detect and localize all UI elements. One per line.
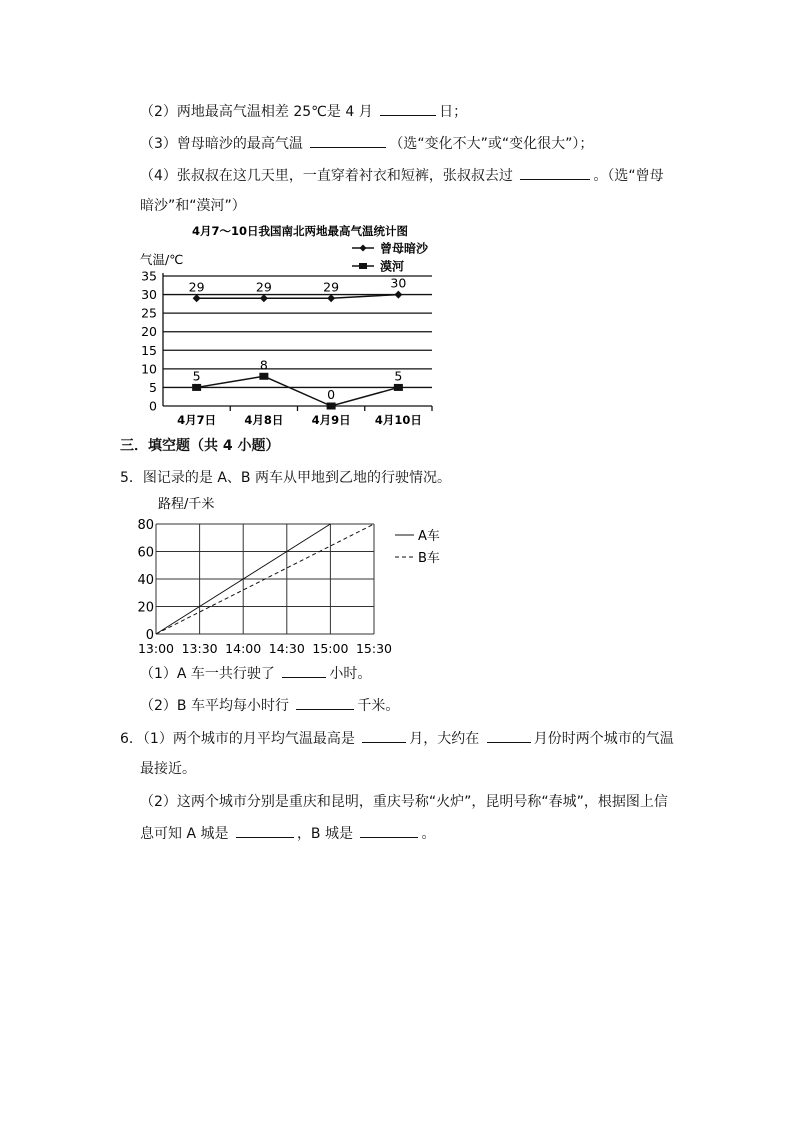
q5-part2-tail: 千米。 xyxy=(357,698,400,714)
x-tick-label: 14:00 xyxy=(225,641,262,656)
q5-part1-tail: 小时。 xyxy=(329,666,372,682)
chart-title: 4月7～10日我国南北两地最高气温统计图 xyxy=(191,224,409,238)
answer-blank[interactable] xyxy=(310,133,386,148)
data-point xyxy=(327,403,336,410)
q4-part3-text: （3）曾母暗沙的最高气温 xyxy=(140,136,308,152)
q6-part1 xyxy=(120,728,674,749)
data-point xyxy=(192,384,201,391)
q4-part3-tail: （选“变化不大”或“变化很大”）； xyxy=(389,136,594,152)
temperature-line-chart xyxy=(130,218,460,432)
legend-label: B车 xyxy=(418,551,440,566)
data-label: 29 xyxy=(323,279,340,295)
answer-blank[interactable] xyxy=(520,165,590,180)
q6-part1-mid: 月，大约在 xyxy=(409,731,484,747)
x-tick-label: 4月9日 xyxy=(311,413,351,427)
q4-part2 xyxy=(140,101,467,122)
y-tick-label: 25 xyxy=(141,305,157,321)
chart-series xyxy=(189,276,407,410)
data-point xyxy=(260,294,268,302)
data-label: 5 xyxy=(394,368,403,384)
q6-part2 xyxy=(140,823,435,844)
x-tick-labels xyxy=(177,413,422,427)
q6-part1-text: 6．（1）两个城市的月平均气温最高是 xyxy=(120,731,360,747)
data-label: 29 xyxy=(188,279,205,295)
x-tick-label: 15:30 xyxy=(355,641,393,656)
series-line-漠河 xyxy=(197,376,399,406)
data-point xyxy=(193,294,201,302)
distance-line-chart xyxy=(130,490,460,660)
answer-blank[interactable] xyxy=(282,663,326,678)
y-tick-label: 10 xyxy=(141,361,157,377)
data-label: 5 xyxy=(192,368,201,384)
q4-part2-text: （2）两地最高气温相差 25℃是 4 月 xyxy=(140,104,378,120)
x-tick-label: 4月7日 xyxy=(177,413,217,427)
data-point xyxy=(394,384,403,391)
legend-marker xyxy=(360,245,367,252)
data-point xyxy=(394,291,402,299)
x-tick-label: 4月10日 xyxy=(374,413,422,427)
answer-blank[interactable] xyxy=(362,728,406,743)
y-axis-label: 路程/千米 xyxy=(158,497,215,512)
answer-blank[interactable] xyxy=(296,695,354,710)
q6-part2-mid: ，B 城是 xyxy=(296,826,358,842)
data-label: 8 xyxy=(259,357,268,373)
q6-part2-line1: （2）这两个城市分别是重庆和昆明，重庆号称“火炉”，昆明号称“春城”，根据图上信 xyxy=(140,794,668,810)
chart-legend xyxy=(352,241,429,274)
legend-label: 曾母暗沙 xyxy=(380,241,429,256)
q5-part2 xyxy=(140,695,399,716)
q4-part3 xyxy=(140,133,593,154)
q5-part1 xyxy=(140,663,371,684)
x-tick-label: 4月8日 xyxy=(244,413,284,427)
q4-part4-tail: 。（选“曾母 xyxy=(593,168,664,184)
data-point xyxy=(259,373,268,380)
y-tick-label: 30 xyxy=(141,287,157,303)
data-label: 0 xyxy=(327,387,336,402)
q6-part1-tail: 月份时两个城市的气温 xyxy=(533,731,674,747)
section-heading: 三．填空题（共 4 小题） xyxy=(120,438,280,454)
answer-blank[interactable] xyxy=(236,823,294,838)
q4-part4-line2: 暗沙”和“漠河”） xyxy=(140,198,246,214)
y-axis-label: 气温/℃ xyxy=(140,252,184,267)
y-tick-label: 0 xyxy=(149,398,157,414)
q5-part1-text: （1）A 车一共行驶了 xyxy=(140,666,280,682)
y-tick-label: 60 xyxy=(137,545,154,561)
answer-blank[interactable] xyxy=(360,823,418,838)
x-tick-label: 13:00 xyxy=(137,641,175,656)
data-label: 29 xyxy=(255,279,272,295)
q5-stem: 5．图记录的是 A、B 两车从甲地到乙地的行驶情况。 xyxy=(120,470,451,486)
y-tick-labels xyxy=(141,269,157,414)
legend-label: 漠河 xyxy=(380,259,405,274)
y-tick-label: 20 xyxy=(141,324,157,340)
y-tick-label: 5 xyxy=(149,379,157,395)
legend-label: A车 xyxy=(418,529,440,544)
x-tick-label: 15:00 xyxy=(312,641,349,656)
q5-part2-text: （2）B 车平均每小时行 xyxy=(140,698,294,714)
x-tick-labels xyxy=(138,641,392,656)
data-label: 30 xyxy=(390,275,407,291)
q6-part1-line2: 最接近。 xyxy=(140,761,196,777)
q4-part2-tail: 日； xyxy=(439,104,468,120)
answer-blank[interactable] xyxy=(487,728,531,743)
y-tick-label: 15 xyxy=(141,342,157,358)
legend-marker xyxy=(359,263,367,269)
q6-part2-tail: 。 xyxy=(421,826,436,842)
q4-part4-text: （4）张叔叔在这几天里，一直穿着衬衣和短裤，张叔叔去过 xyxy=(140,168,518,184)
data-point xyxy=(327,294,335,302)
y-tick-label: 40 xyxy=(137,573,154,588)
y-tick-labels xyxy=(137,518,154,643)
chart-legend xyxy=(395,529,440,566)
y-tick-label: 80 xyxy=(137,518,154,533)
y-tick-label: 0 xyxy=(145,628,154,643)
q6-part2-text: 息可知 A 城是 xyxy=(140,826,233,842)
y-tick-label: 35 xyxy=(141,268,157,284)
x-tick-label: 13:30 xyxy=(181,641,218,656)
x-tick-label: 14:30 xyxy=(268,641,305,656)
answer-blank[interactable] xyxy=(380,101,436,116)
q4-part4 xyxy=(140,165,664,186)
y-tick-label: 20 xyxy=(137,600,154,616)
